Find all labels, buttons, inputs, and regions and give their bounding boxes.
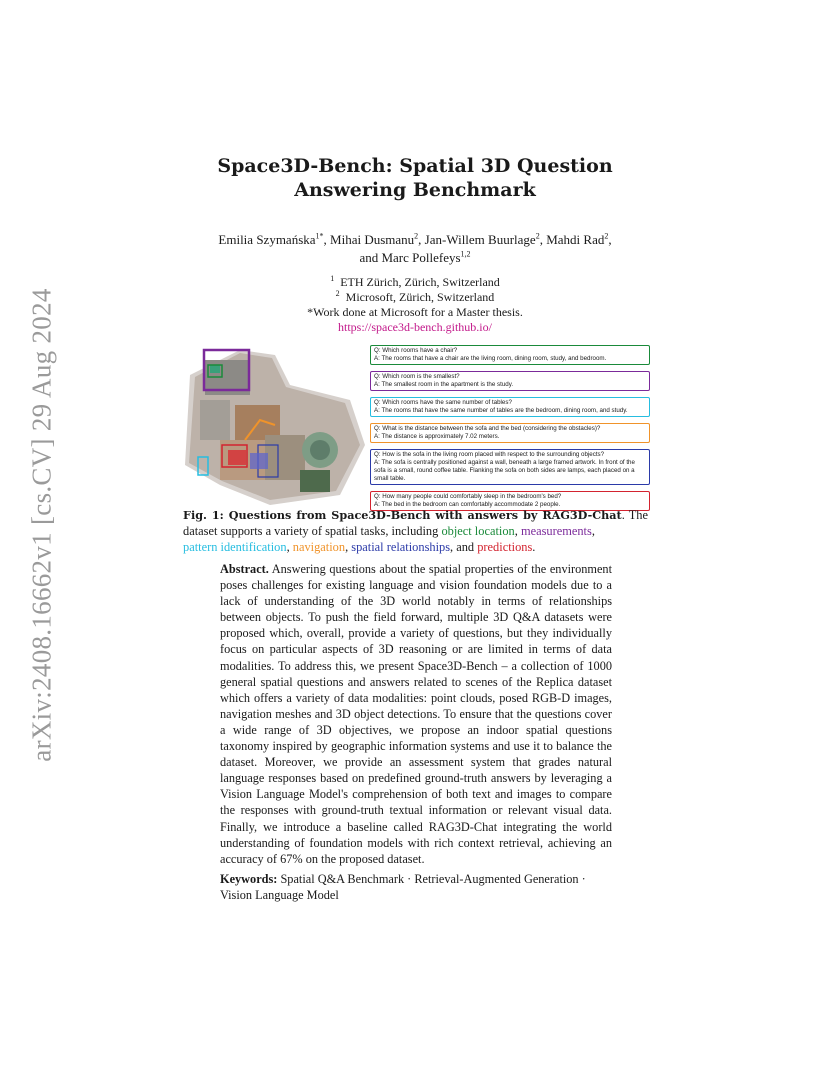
qa-box-pattern-identification: Q: Which rooms have the same number of tables? A: The rooms that have the same number of tables are the bedroom, dining room, and study. xyxy=(370,397,650,417)
keywords-text: Spatial Q&A Benchmark · Retrieval-Augmented Generation · Vision Language Model xyxy=(220,872,586,903)
keywords-label: Keywords: xyxy=(220,872,278,886)
figure-caption: Fig. 1: Questions from Space3D-Bench with answers by RAG3D-Chat. The dataset supports a variety of spatial tasks, including object location, measurements, pattern identification, navigation, spatial relationships, and predictions. xyxy=(183,508,648,554)
tag-spatial-relationships: spatial relationships xyxy=(351,540,451,554)
authors-line-2: and Marc Pollefeys$^{1,2}$ xyxy=(359,249,471,265)
affiliations xyxy=(175,275,655,335)
affiliation-1: $^1$ ETH Zürich, Zürich, Switzerland xyxy=(330,274,500,289)
tag-predictions: predictions xyxy=(477,540,533,554)
qa-box-measurements: Q: Which room is the smallest? A: The smallest room in the apartment is the study. xyxy=(370,371,650,391)
arxiv-stamp xyxy=(22,280,62,770)
figure-1 xyxy=(180,345,650,508)
qa-box-predictions: Q: How many people could comfortably sleep in the bedroom's bed? A: The bed in the bedroom can comfortably accommodate 2 people. xyxy=(370,491,650,511)
abstract-label: Abstract. xyxy=(220,562,269,576)
qa-box-object-location: Q: Which rooms have a chair? A: The rooms that have a chair are the living room, dining room, study, and bedroom. xyxy=(370,345,650,365)
arxiv-id: arXiv:2408.16662v1 [cs.CV] 29 Aug 2024 xyxy=(26,288,57,762)
floorplan-render xyxy=(180,345,365,505)
affiliation-2: $^2$ Microsoft, Zürich, Switzerland xyxy=(335,289,495,304)
abstract-text: Answering questions about the spatial properties of the environment poses challenges for existing language and vision foundation models due to a lack of understanding of the 3D world notably in terms of relationships between objects. To push the field forward, multiple 3D Q&A datasets were proposed which, overall, provide a variety of questions, but they individually focus on particular aspects of 3D reasoning or are limited in terms of data modalities. To address this, we present Space3D-Bench – a collection of 1000 general spatial questions and answers related to scenes of the Replica dataset which offers a variety of data modalities: point clouds, posed RGB-D images, navigation meshes and 3D object detections. To ensure that the questions cover a wide range of 3D objectives, we propose an indoor spatial questions taxonomy inspired by geographic information systems and use it to balance the dataset. Moreover, we provide an assessment system that grades natural language responses based on predefined ground-truth answers by leveraging a Vision Language Model's comprehension of both text and images to compare the responses with ground-truth textual information or relevant visual data. Finally, we introduce a baseline called RAG3D-Chat integrating the world understanding of foundation models with rich context retrieval, achieving an accuracy of 67% on the proposed dataset. xyxy=(220,562,612,866)
abstract xyxy=(220,561,612,867)
qa-box-navigation: Q: What is the distance between the sofa and the bed (considering the obstacles)? A: The distance is approximately 7.02 meters. xyxy=(370,423,650,443)
project-url-link[interactable]: https://space3d-bench.github.io/ xyxy=(338,320,492,334)
caption-label: Fig. 1: Questions from Space3D-Bench with answers by RAG3D-Chat xyxy=(183,508,622,522)
paper-title: Space3D-Bench: Spatial 3D Question Answering Benchmark xyxy=(217,155,613,201)
authors xyxy=(175,231,655,267)
keywords xyxy=(220,871,612,903)
authors-line-1: Emilia Szymańska$^{1*}$, Mihai Dusmanu$^2$, Jan-Willem Buurlage$^2$, Mahdi Rad$^2$, xyxy=(218,231,612,247)
qa-box-spatial-relationships: Q: How is the sofa in the living room placed with respect to the surrounding objects? A: The sofa is centrally positioned against a wall, beneath a large framed artwork. In front of the sofa is a small, round coffee table. Flanking the sofa on both sides are lamps, each placed on a small table. xyxy=(370,449,650,485)
tag-object-location: object location xyxy=(441,524,515,538)
tag-pattern-identification: pattern identification xyxy=(183,540,287,554)
tag-navigation: navigation xyxy=(292,540,346,554)
qa-list xyxy=(370,345,650,517)
thesis-note: *Work done at Microsoft for a Master thesis. xyxy=(307,305,523,319)
tag-measurements: measurements xyxy=(520,524,592,538)
